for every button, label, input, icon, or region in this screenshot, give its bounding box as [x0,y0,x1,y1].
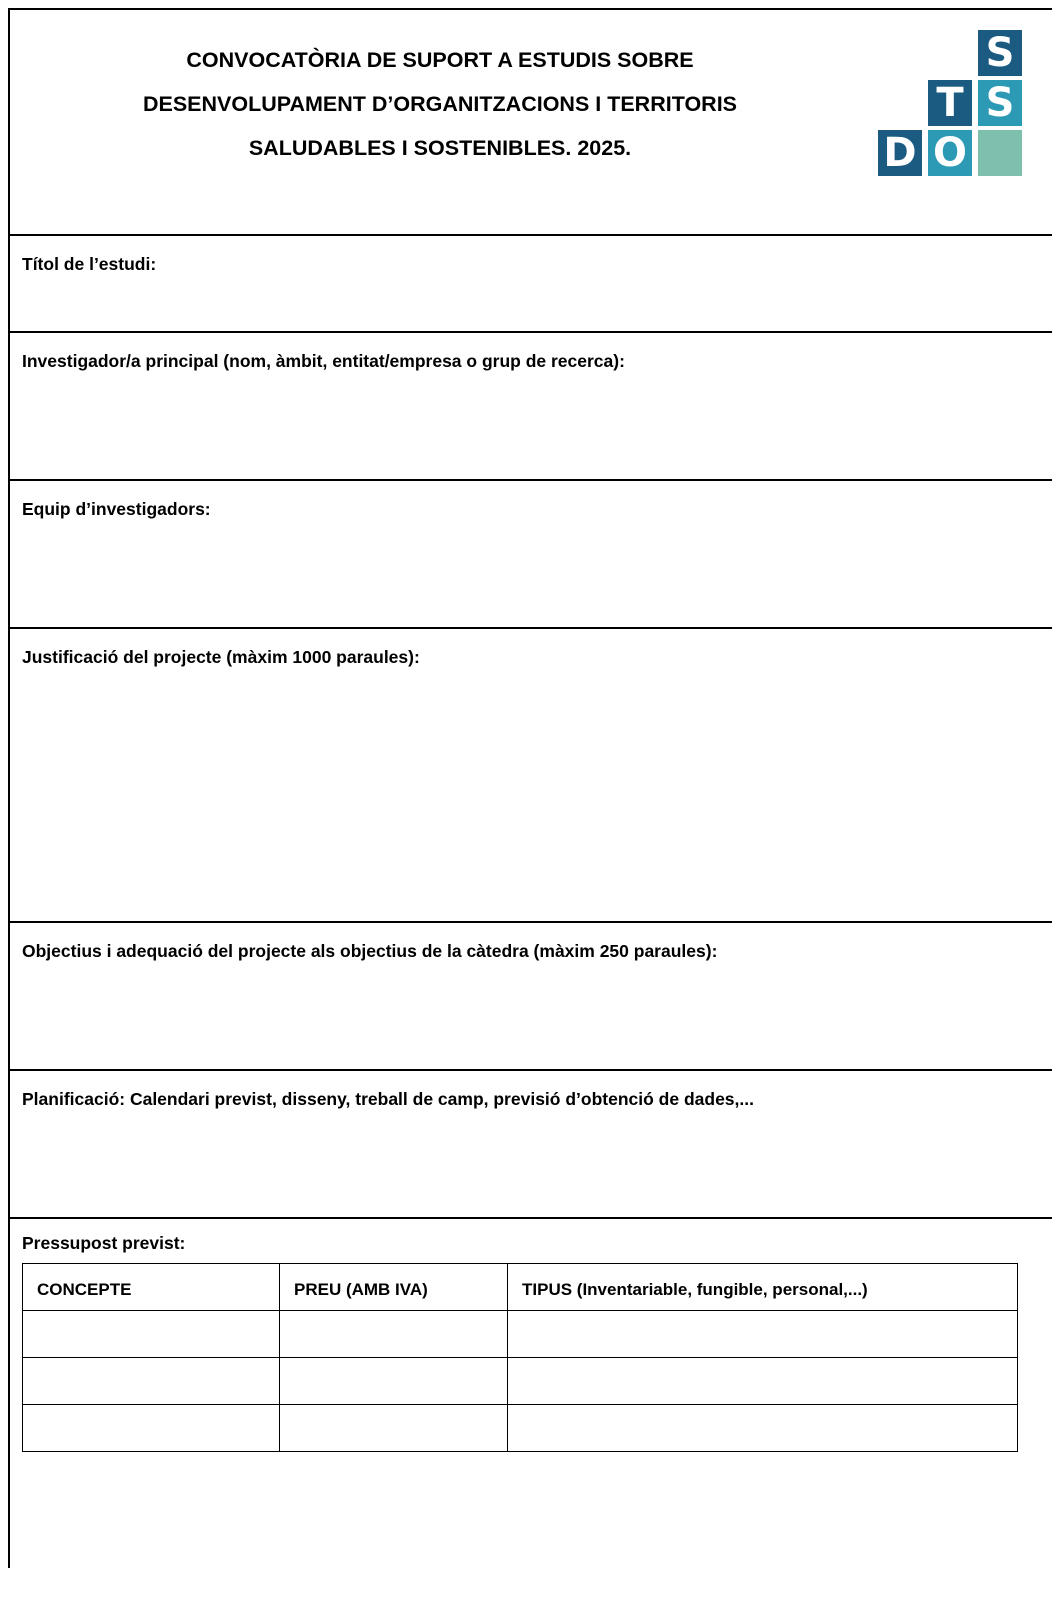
header-concepte: CONCEPTE [23,1264,280,1311]
logo-tile-o: O [928,130,972,176]
cell-concepte[interactable] [23,1311,280,1358]
section-equip[interactable] [10,481,1052,629]
table-row [23,1405,1018,1452]
cell-preu[interactable] [280,1311,508,1358]
section-planificacio[interactable] [10,1071,1052,1219]
logo-tile-t: T [928,80,972,126]
logo-tile-blank [978,130,1022,176]
form-title [30,38,850,170]
label-investigador: Investigador/a principal (nom, àmbit, entitat/empresa o grup de recerca): [22,351,625,371]
section-objectius[interactable] [10,923,1052,1071]
section-justificacio[interactable] [10,629,1052,923]
cell-concepte[interactable] [23,1358,280,1405]
cell-preu[interactable] [280,1358,508,1405]
logo-tile-d: D [878,130,922,176]
budget-table [22,1263,1018,1452]
label-pressupost: Pressupost previst: [22,1233,186,1253]
application-form [8,8,1052,1568]
logo-tile-s-middle: S [978,80,1022,126]
cell-preu[interactable] [280,1405,508,1452]
section-investigador[interactable] [10,333,1052,481]
header-preu: PREU (AMB IVA) [280,1264,508,1311]
table-row [23,1358,1018,1405]
label-planificacio: Planificació: Calendari previst, disseny, treball de camp, previsió d’obtenció de dades,... [22,1089,754,1109]
section-pressupost [10,1219,1052,1619]
budget-header-row [23,1264,1018,1311]
form-header [10,10,1052,236]
title-line-2: DESENVOLUPAMENT D’ORGANITZACIONS I TERRITORIS [142,92,738,116]
label-objectius: Objectius i adequació del projecte als objectius de la càtedra (màxim 250 paraules): [22,941,718,961]
cell-tipus[interactable] [508,1358,1018,1405]
section-titol[interactable] [10,236,1052,333]
label-titol: Títol de l’estudi: [22,254,157,274]
cell-concepte[interactable] [23,1405,280,1452]
stsdo-logo [878,30,1028,190]
title-line-3: SALUDABLES I SOSTENIBLES. 2025. [248,136,632,160]
table-row [23,1311,1018,1358]
cell-tipus[interactable] [508,1311,1018,1358]
title-line-1: CONVOCATÒRIA DE SUPORT A ESTUDIS SOBRE [186,48,694,72]
logo-tile-s-top: S [978,30,1022,76]
label-equip: Equip d’investigadors: [22,499,211,519]
header-tipus: TIPUS (Inventariable, fungible, personal,...) [508,1264,1018,1311]
label-justificacio: Justificació del projecte (màxim 1000 paraules): [22,647,420,667]
cell-tipus[interactable] [508,1405,1018,1452]
